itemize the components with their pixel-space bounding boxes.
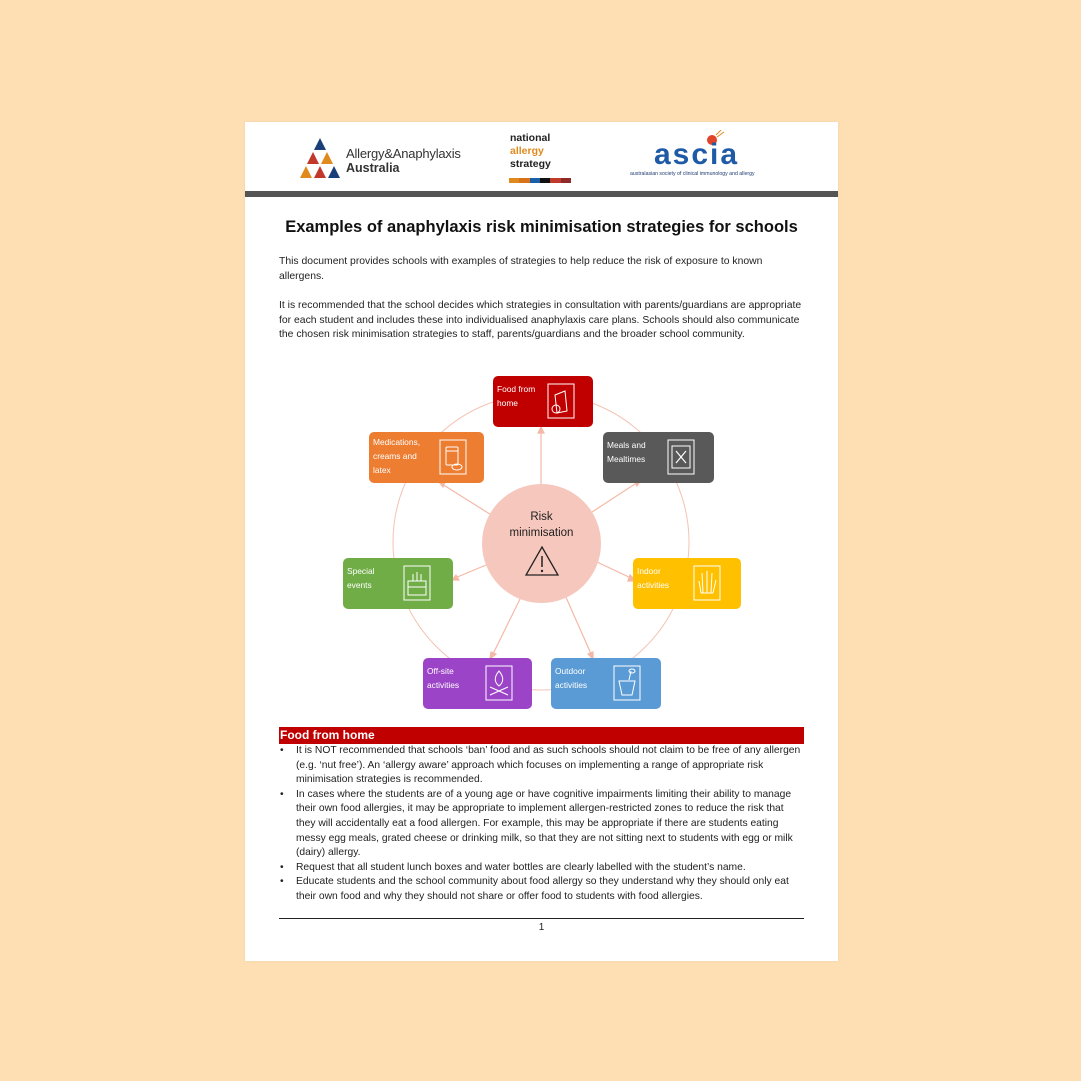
list-item: • Educate students and the school community about food allergy so they understand why they should only eat their own food and why they should not share or offer food to students with food allergies.	[279, 875, 804, 904]
nas-line1: national	[510, 132, 551, 144]
risk-minimisation-hub	[482, 484, 601, 603]
node-label: Medications,	[373, 437, 421, 447]
page-number: 1	[538, 922, 545, 933]
node-special-events[interactable]	[343, 558, 453, 609]
node-label: Food from	[497, 384, 536, 394]
allergy-anaphylaxis-australia-logo	[300, 136, 475, 178]
section-heading-food-from-home: Food from home	[279, 727, 804, 744]
campfire-icon	[485, 665, 513, 701]
node-label: activities	[427, 680, 460, 690]
list-item: • It is NOT recommended that schools ‘ban’ food and as such schools should not claim to be free of any allergen (e.g. ‘nut free’). An ‘allergy aware’ approach which focuses on implementing a range of appropriate risk minimisation strategies is recommended.	[279, 744, 804, 788]
bucket-icon	[613, 665, 641, 701]
document-page	[245, 122, 838, 961]
node-label: Meals and	[607, 440, 646, 450]
node-indoor-activities[interactable]	[633, 558, 741, 609]
nas-line2: allergy	[510, 145, 544, 157]
nas-color-bar	[509, 178, 571, 183]
aaa-triangles-icon	[300, 136, 346, 178]
intro-paragraph: This document provides schools with examples of strategies to help reduce the risk of exposure to known allergens.	[279, 256, 763, 282]
national-allergy-strategy-logo	[510, 132, 580, 184]
medicine-icon	[439, 439, 467, 475]
node-outdoor-activities[interactable]	[551, 658, 661, 709]
node-medications-creams-latex[interactable]	[369, 432, 484, 483]
plate-icon	[667, 439, 695, 475]
footer-divider	[279, 918, 804, 919]
node-label: creams and	[373, 451, 417, 461]
node-meals-and-mealtimes[interactable]	[603, 432, 714, 483]
aaa-name-line1: Allergy&Anaphylaxis	[346, 146, 461, 161]
node-label: activities	[637, 580, 670, 590]
ascia-logo	[630, 130, 775, 182]
node-label: events	[347, 580, 372, 590]
hub-label-line1: Risk	[530, 511, 553, 523]
hand-icon	[693, 565, 721, 601]
food-bag-icon	[547, 383, 575, 419]
node-label: Off-site	[427, 666, 454, 676]
recommendation-paragraph: It is recommended that the school decides which strategies in consultation with parents/guardians are appropriate for each student and includes these into individualised anaphylaxis care plans. Schools should also communicate the chosen risk minimisation strategies to staff, parents/guardians and the broader school community.	[279, 300, 802, 341]
node-label: Special	[347, 566, 375, 576]
ascia-subtitle: australasian society of clinical immunology and allergy	[630, 171, 755, 177]
ascia-wordmark: ascia	[654, 138, 740, 171]
node-label: activities	[555, 680, 588, 690]
nas-line3: strategy	[510, 158, 551, 170]
list-item: • Request that all student lunch boxes and water bottles are clearly labelled with the student’s name.	[279, 861, 804, 876]
node-food-from-home[interactable]	[493, 376, 593, 427]
node-label: Outdoor	[555, 666, 586, 676]
node-label: Indoor	[637, 566, 661, 576]
header-divider	[245, 191, 838, 197]
page-title: Examples of anaphylaxis risk minimisation strategies for schools	[285, 218, 798, 236]
aaa-name-line2: Australia	[346, 161, 400, 175]
node-off-site-activities[interactable]	[423, 658, 532, 709]
node-label: home	[497, 398, 518, 408]
logo-header	[245, 122, 838, 190]
hub-label-line2: minimisation	[509, 527, 574, 539]
cake-icon	[403, 565, 431, 601]
node-label: Mealtimes	[607, 454, 646, 464]
risk-minimisation-diagram	[245, 372, 838, 714]
list-item: • In cases where the students are of a young age or have cognitive impairments limiting their ability to manage their own food allergies, it may be appropriate to implement allergen-restricted zones to reduce the risk that they will accidentally eat a food allergen. For example, this may be appropriate if there are students eating messy egg meals, grated cheese or drinking milk, so that they are not sitting next to students with egg or milk (dairy) allergy.	[279, 788, 804, 861]
warning-icon	[525, 546, 559, 576]
food-from-home-list	[279, 744, 804, 905]
node-label: latex	[373, 465, 391, 475]
